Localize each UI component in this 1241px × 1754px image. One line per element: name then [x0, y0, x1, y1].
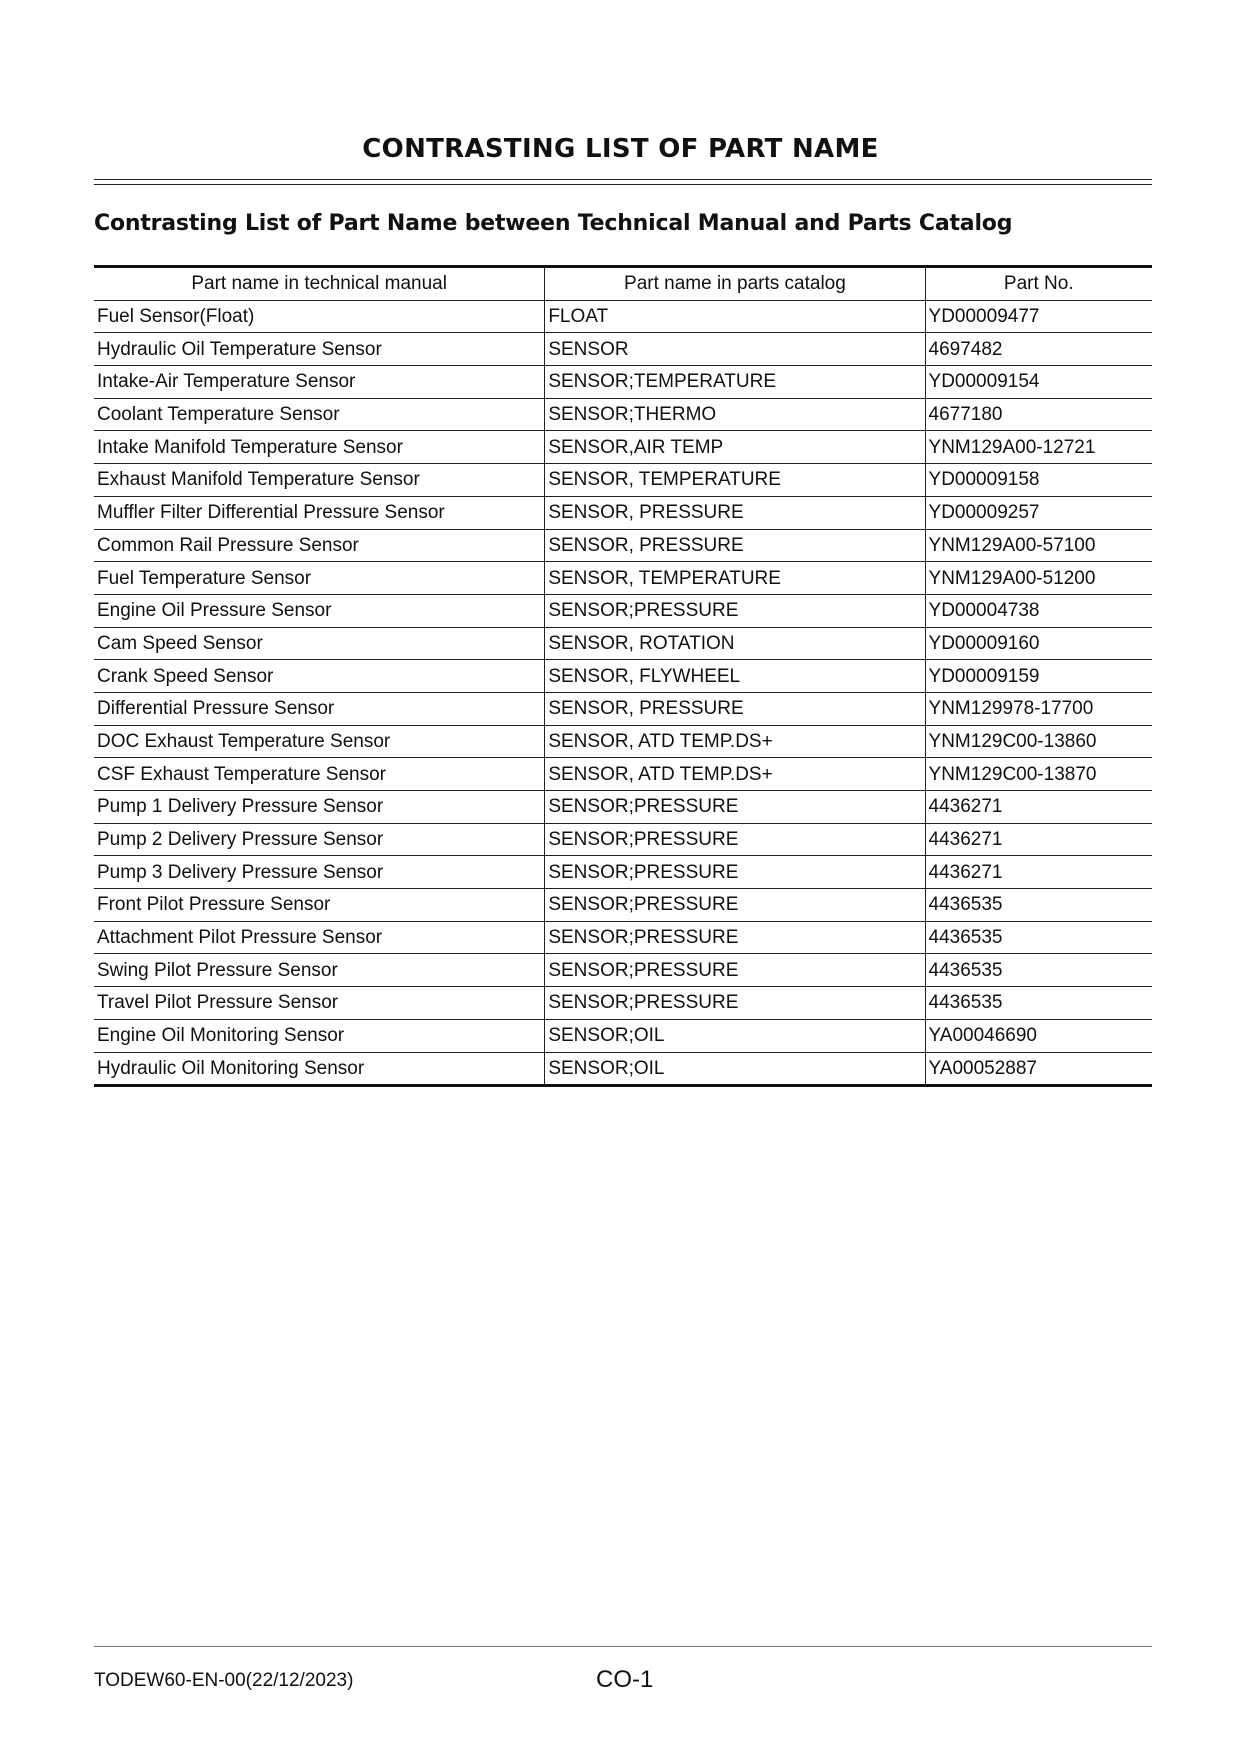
footer-page-number: CO-1 [596, 1666, 654, 1693]
parts-catalog-name-cell: SENSOR;PRESSURE [545, 594, 925, 627]
technical-manual-name-cell: CSF Exhaust Temperature Sensor [94, 758, 545, 791]
technical-manual-name-cell: Travel Pilot Pressure Sensor [94, 987, 545, 1020]
technical-manual-name-cell: Engine Oil Monitoring Sensor [94, 1019, 545, 1052]
parts-catalog-name-cell: SENSOR, TEMPERATURE [545, 464, 925, 497]
part-number-cell: YNM129A00-12721 [925, 431, 1152, 464]
header-technical-manual-name: Part name in technical manual [94, 267, 545, 301]
technical-manual-name-cell: Hydraulic Oil Temperature Sensor [94, 333, 545, 366]
technical-manual-name-cell: Cam Speed Sensor [94, 627, 545, 660]
table-header-row [94, 267, 1152, 301]
parts-catalog-name-cell: SENSOR, TEMPERATURE [545, 562, 925, 595]
parts-catalog-name-cell: SENSOR;PRESSURE [545, 921, 925, 954]
table-body [94, 300, 1152, 1086]
parts-catalog-name-cell: SENSOR;OIL [545, 1052, 925, 1086]
part-number-cell: 4436271 [925, 856, 1152, 889]
technical-manual-name-cell: Swing Pilot Pressure Sensor [94, 954, 545, 987]
part-number-cell: YD00009159 [925, 660, 1152, 693]
parts-catalog-name-cell: SENSOR;PRESSURE [545, 889, 925, 922]
part-number-cell: 4436271 [925, 791, 1152, 824]
header-part-number: Part No. [925, 267, 1152, 301]
part-number-cell: YD00009477 [925, 300, 1152, 333]
table-row [94, 954, 1152, 987]
parts-catalog-name-cell: SENSOR, FLYWHEEL [545, 660, 925, 693]
parts-catalog-name-cell: SENSOR [545, 333, 925, 366]
table-row [94, 464, 1152, 497]
table-row [94, 398, 1152, 431]
technical-manual-name-cell: Intake Manifold Temperature Sensor [94, 431, 545, 464]
part-number-cell: YD00009160 [925, 627, 1152, 660]
table-row [94, 725, 1152, 758]
technical-manual-name-cell: Intake-Air Temperature Sensor [94, 366, 545, 399]
parts-catalog-name-cell: SENSOR, ATD TEMP.DS+ [545, 725, 925, 758]
technical-manual-name-cell: Attachment Pilot Pressure Sensor [94, 921, 545, 954]
part-number-cell: 4436535 [925, 954, 1152, 987]
table-row [94, 987, 1152, 1020]
technical-manual-name-cell: Engine Oil Pressure Sensor [94, 594, 545, 627]
title-double-rule [94, 179, 1152, 185]
part-number-cell: YNM129C00-13870 [925, 758, 1152, 791]
footer-document-code: TODEW60-EN-00(22/12/2023) [94, 1670, 354, 1691]
part-number-cell: YD00009257 [925, 496, 1152, 529]
table-row [94, 333, 1152, 366]
table-row [94, 1052, 1152, 1086]
table-row [94, 300, 1152, 333]
part-number-cell: 4436535 [925, 889, 1152, 922]
part-number-cell: YD00009154 [925, 366, 1152, 399]
technical-manual-name-cell: Common Rail Pressure Sensor [94, 529, 545, 562]
technical-manual-name-cell: Exhaust Manifold Temperature Sensor [94, 464, 545, 497]
parts-catalog-name-cell: SENSOR;PRESSURE [545, 823, 925, 856]
technical-manual-name-cell: Front Pilot Pressure Sensor [94, 889, 545, 922]
part-number-cell: 4677180 [925, 398, 1152, 431]
table-row [94, 660, 1152, 693]
parts-catalog-name-cell: FLOAT [545, 300, 925, 333]
page-title: CONTRASTING LIST OF PART NAME [362, 134, 879, 164]
part-number-cell: YNM129A00-51200 [925, 562, 1152, 595]
part-number-cell: YNM129C00-13860 [925, 725, 1152, 758]
parts-catalog-name-cell: SENSOR;OIL [545, 1019, 925, 1052]
part-number-cell: 4436535 [925, 987, 1152, 1020]
technical-manual-name-cell: DOC Exhaust Temperature Sensor [94, 725, 545, 758]
parts-catalog-name-cell: SENSOR;PRESSURE [545, 954, 925, 987]
table-row [94, 594, 1152, 627]
parts-catalog-name-cell: SENSOR, PRESSURE [545, 496, 925, 529]
part-number-cell: 4697482 [925, 333, 1152, 366]
table-row [94, 627, 1152, 660]
technical-manual-name-cell: Crank Speed Sensor [94, 660, 545, 693]
technical-manual-name-cell: Fuel Sensor(Float) [94, 300, 545, 333]
technical-manual-name-cell: Fuel Temperature Sensor [94, 562, 545, 595]
parts-catalog-name-cell: SENSOR,AIR TEMP [545, 431, 925, 464]
part-number-cell: YD00004738 [925, 594, 1152, 627]
table-row [94, 758, 1152, 791]
table-row [94, 529, 1152, 562]
technical-manual-name-cell: Hydraulic Oil Monitoring Sensor [94, 1052, 545, 1086]
technical-manual-name-cell: Pump 3 Delivery Pressure Sensor [94, 856, 545, 889]
part-number-cell: YA00046690 [925, 1019, 1152, 1052]
technical-manual-name-cell: Muffler Filter Differential Pressure Sensor [94, 496, 545, 529]
table-row [94, 1019, 1152, 1052]
part-number-cell: YA00052887 [925, 1052, 1152, 1086]
parts-catalog-name-cell: SENSOR;THERMO [545, 398, 925, 431]
technical-manual-name-cell: Coolant Temperature Sensor [94, 398, 545, 431]
parts-catalog-name-cell: SENSOR, PRESSURE [545, 529, 925, 562]
part-number-cell: 4436271 [925, 823, 1152, 856]
table-row [94, 889, 1152, 922]
part-number-cell: YNM129A00-57100 [925, 529, 1152, 562]
table-row [94, 496, 1152, 529]
footer-rule [94, 1646, 1152, 1647]
technical-manual-name-cell: Pump 2 Delivery Pressure Sensor [94, 823, 545, 856]
header-parts-catalog-name: Part name in parts catalog [545, 267, 925, 301]
table-row [94, 431, 1152, 464]
technical-manual-name-cell: Differential Pressure Sensor [94, 692, 545, 725]
table-row [94, 856, 1152, 889]
table-row [94, 692, 1152, 725]
table-row [94, 366, 1152, 399]
table-row [94, 823, 1152, 856]
parts-catalog-name-cell: SENSOR;TEMPERATURE [545, 366, 925, 399]
parts-catalog-name-cell: SENSOR;PRESSURE [545, 987, 925, 1020]
technical-manual-name-cell: Pump 1 Delivery Pressure Sensor [94, 791, 545, 824]
parts-contrast-table [94, 265, 1152, 1087]
parts-catalog-name-cell: SENSOR, PRESSURE [545, 692, 925, 725]
table-row [94, 921, 1152, 954]
part-number-cell: YNM129978-17700 [925, 692, 1152, 725]
part-number-cell: YD00009158 [925, 464, 1152, 497]
table-row [94, 562, 1152, 595]
parts-catalog-name-cell: SENSOR;PRESSURE [545, 856, 925, 889]
parts-catalog-name-cell: SENSOR;PRESSURE [545, 791, 925, 824]
parts-catalog-name-cell: SENSOR, ATD TEMP.DS+ [545, 758, 925, 791]
part-number-cell: 4436535 [925, 921, 1152, 954]
parts-catalog-name-cell: SENSOR, ROTATION [545, 627, 925, 660]
table-row [94, 791, 1152, 824]
section-heading: Contrasting List of Part Name between Technical Manual and Parts Catalog [94, 211, 1013, 236]
